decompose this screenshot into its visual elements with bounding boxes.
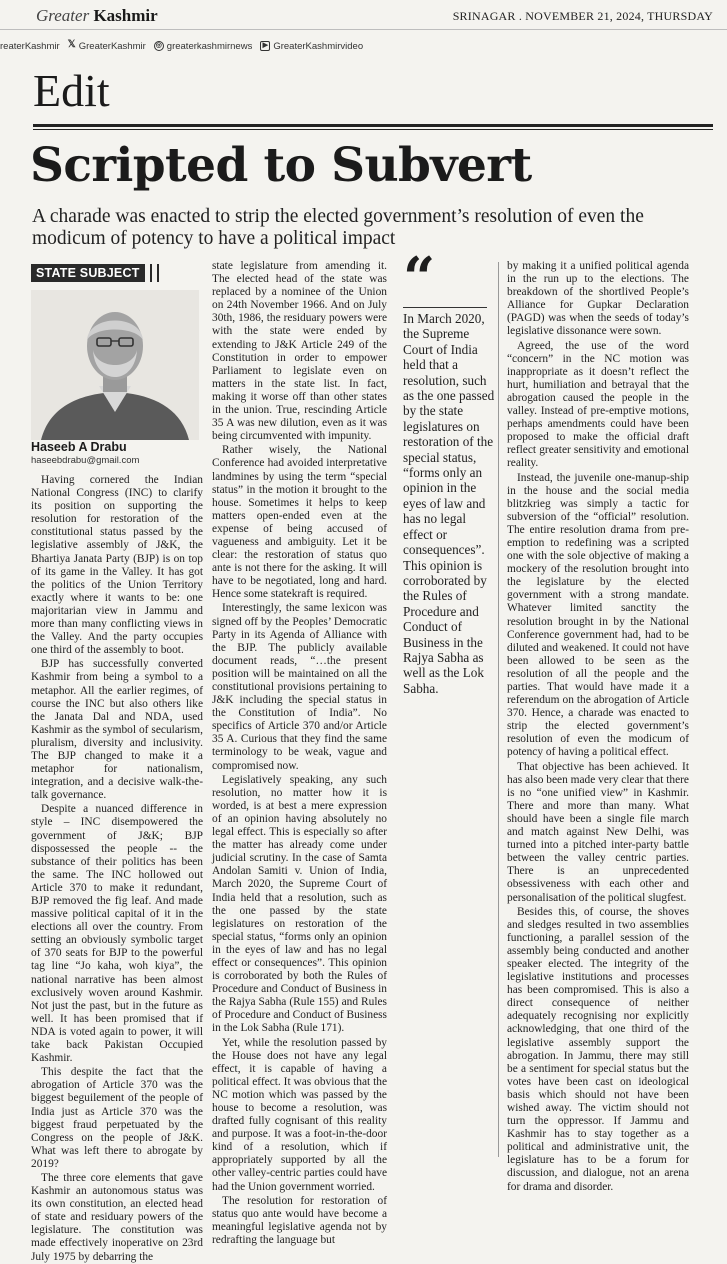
logo-main: Kashmir: [93, 6, 158, 25]
youtube-icon: ▶: [260, 41, 270, 51]
section-label: Edit: [33, 65, 110, 116]
masthead: [0, 0, 727, 30]
social-instagram[interactable]: [154, 41, 253, 52]
section-rule: [33, 124, 713, 127]
paragraph: Interestingly, the same lexicon was signed off by the Peoples’ Democratic Party in its Agenda of Alliance with the BJP. The publicly available document reads, “…the present position will be maintained on all the constitutional provisions pertaining to J&K including the special status in the Constitution of India”. No specifics of Article 370 and/or Article 35 A. Curious that they find the same terminology to be weak, vague and compromised now.: [212, 602, 387, 772]
newspaper-logo: [36, 6, 158, 26]
paragraph: Having cornered the Indian National Congress (INC) to clarify its position on supporting the resolution for restoration of the constitutional status passed by the legislative assembly of J&K, the Bhartiya Janata Party (BJP) is on top of its game in the Valley. It has got the politics of the Union Territory exactly where it wants to be: one majoritarian view in Jammu and more than many conflicting views in the Valley. And the party occupies one third of the assembly to boot.: [31, 474, 203, 657]
instagram-icon: ◎: [155, 42, 162, 49]
paragraph: BJP has successfully converted Kashmir from being a symbol to a metaphor. All the earlier regimes, of course the INC but also others like the Janata Dal and NDA, used Kashmir as the symbol of secularism, pluralism, diversity and inclusivity. The BJP changed to make it a metaphor for nationalism, integration, and a decisive walk-the-talk governance.: [31, 658, 203, 802]
author-portrait-illustration: [31, 290, 199, 440]
headline: Scripted to Subvert: [30, 138, 532, 193]
paragraph: Besides this, of course, the shoves and sledges resulted in two assemblies functioning, a parallel session of the assembly being conducted and another speaker elected. The integrity of the legislative institutions and processes has been compromised. This is also a direct consequence of neither adequately recognising nor explicitly acknowledging, that one third of the legislative assembly support the abrogation. In Jammu, there may still be a sentiment for special status but the votes have been cast on ideological basis which should not have been wished away. The victim should not turn the oppressor. If Jammu and Kashmir has to stay together as a political and administrative unit, the legislature has to be a forum for discussion, and dialogue, not an arena for drama and disorder.: [507, 905, 689, 1193]
paragraph: That objective has been achieved. It has also been made very clear that there is no “one unified view” in Kashmir. There and more than many. What should have been a single file march and match against New Delhi, was turned into a pitched inter-party battle between the valley centric parties. There is an unprecedented obsessiveness with each other and personalisation of the political slugfest.: [507, 760, 689, 904]
social-handle: reaterKashmir: [0, 40, 60, 52]
paragraph: by making it a unified political agenda in the run up to the elections. The breakdown of the shortlived People’s Alliance for Gupkar Declaration (PAGD) was when the seeds of today’s legislative dissonance were sown.: [507, 260, 689, 338]
social-facebook[interactable]: [0, 41, 60, 52]
logo-prefix: Greater: [36, 6, 90, 25]
paragraph: Rather wisely, the National Conference had avoided interpretative landmines by using the term “special status” in the motion it brought to the house. Sometimes it helps to keep matters open-ended even at the expense of being accused of vagueness and ambiguity. Let it be clear: the restoration of status quo ante is not there for the asking. It will have to be negotiated, long and hard. Hence some statekraft is required.: [212, 444, 387, 601]
paragraph: Legislatively speaking, any such resolution, no matter how it is worded, is at best a mere expression of an opinion having absolutely no legal effect. This is especially so after the matter has already come under judicial scrutiny. In the case of Samta Andolan Samiti v. Union of India, March 2020, the Supreme Court of India held that a resolution, such as the one passed by the state legislatures on restoration of the special status, “forms only an opinion in the eyes of law and has no legal effect or consequences”. This opinion is corroborated by both the Rules of Procedure and Conduct of Business in the Rajya Sabha (Rule 155) and Rules of Procedure and Conduct of Business in the Lok Sabha (Rule 171).: [212, 773, 387, 1035]
social-handle: greaterkashmirnews: [166, 40, 253, 52]
social-handles: [0, 38, 363, 54]
social-handle: GreaterKashmirvideo: [273, 40, 364, 52]
paragraph: The three core elements that gave Kashmir an autonomous status was its own constitution, an elected head of state and residuary powers of the legislature. The constitution was made effectively inoperative on 23rd July 1975 by debarring the: [31, 1171, 203, 1263]
kicker-bar: [150, 264, 152, 282]
social-youtube[interactable]: [260, 41, 363, 52]
column-kicker: [31, 264, 159, 282]
section-rule-thin: [33, 129, 713, 130]
paragraph: Despite a nuanced difference in style – INC disempowered the government of J&K; BJP dispossessed the people -- the substance of their politics has been the same. The INC hollowed out Article 370 to make it redundant, BJP removed the fig leaf. And made massive political capital of it in the elections all over the country. From setting an obviously symbolic target of 370 seats for BJP to the powerful tag line “Jo kaha, woh kiya”, the national narrative has been almost exclusively woven around Kashmir. Not just the past, but in the future as well. It has been promised that if NDA is voted again to power, it will take back Pakistan Occupied Kashmir.: [31, 803, 203, 1065]
paragraph: state legislature from amending it. The elected head of the state was replaced by a nominee of the Union on 24th November 1966. And on July 30th, 1986, the residuary powers were with the state were ended by extending to J&K Article 249 of the Constitution in order to empower Parliament to legislate even on matters in the state list. In fact, making it worse off than other states in the union. True, rescinding Article 35 A was new dilution, even as it was being circumvented with impunity.: [212, 260, 387, 443]
author-email[interactable]: haseebdrabu@gmail.com: [31, 455, 140, 466]
paragraph: Yet, while the resolution passed by the House does not have any legal effect, it is capable of having a political effect. It was obvious that the NC motion which was passed by the house to become a resolution, was drafted fully cognisant of this reality and purpose. It was a foot-in-the-door kind of a resolution, which if appropriately supported by all the other valley-centric parties could have had the Union government worried.: [212, 1036, 387, 1193]
dateline: SRINAGAR . NOVEMBER 21, 2024, THURSDAY: [452, 9, 713, 23]
deck: A charade was enacted to strip the elected government’s resolution of even the modicum of potency to have a political impact: [32, 206, 644, 249]
body-column-1: [31, 474, 203, 1264]
pullquote-rule: [403, 307, 487, 308]
paragraph: The resolution for restoration of status quo ante would have become a meaningful legislative agenda not by redrafting the language but: [212, 1194, 387, 1246]
paragraph: This despite the fact that the abrogation of Article 370 was the biggest beguilement of the people of India just as Article 370 was the biggest fraud perpetuated by the Congress on the people of J&K. What was left there to abrogate by 2019?: [31, 1066, 203, 1170]
paragraph: Agreed, the use of the word “concern” in the NC motion was inappropriate as it doesn’t reflect the hurt, humiliation and betrayal that the abrogation caused the people in the valley. Instead of pre-emptive motions, perhaps amendments could have been proposed to make the official draft reflect greater sensitivity and emotional reality.: [507, 339, 689, 470]
social-handle: GreaterKashmir: [78, 40, 146, 52]
pullquote: In March 2020, the Supreme Court of India held that a resolution, such as the one passed by the state legislatures on restoration of the special status, “forms only an opinion in the eyes of law and has no legal effect or consequences”. This opinion is corroborated by the Rules of Procedure and Conduct of Business in the Rajya Sabha as well as the Lok Sabha.: [403, 311, 495, 696]
body-column-2: [212, 260, 387, 1247]
body-column-4: [507, 260, 689, 1194]
social-x[interactable]: [68, 41, 146, 52]
x-icon: 𝕏: [67, 39, 76, 50]
column-separator: [498, 262, 499, 1157]
author-photo: [31, 290, 199, 440]
quote-mark-icon: “: [403, 245, 436, 311]
kicker-bar: [157, 264, 159, 282]
paragraph: Instead, the juvenile one-manup-ship in the house and the social media blitzkrieg was simply a tactic for subversion of the “official” resolution. The entire resolution drama from pre-emption to redefining was a scripted one with the sole objective of making a mockery of the resolution brought into the legislature by the elected government with a strong mandate. Whatever limited sanctity the resolution brought in by the National Conference government had, had to be diluted and weakened. It could not have been allowed to be seen as the resolution of all the people and the parties. That would have made it a referendum on the abrogation of Article 370. Hence, a charade was enacted to strip the elected government’s resolution of even the modicum of potency of having a political effect.: [507, 471, 689, 759]
kicker-label: STATE SUBJECT: [31, 264, 145, 282]
author-name: Haseeb A Drabu: [31, 440, 127, 454]
